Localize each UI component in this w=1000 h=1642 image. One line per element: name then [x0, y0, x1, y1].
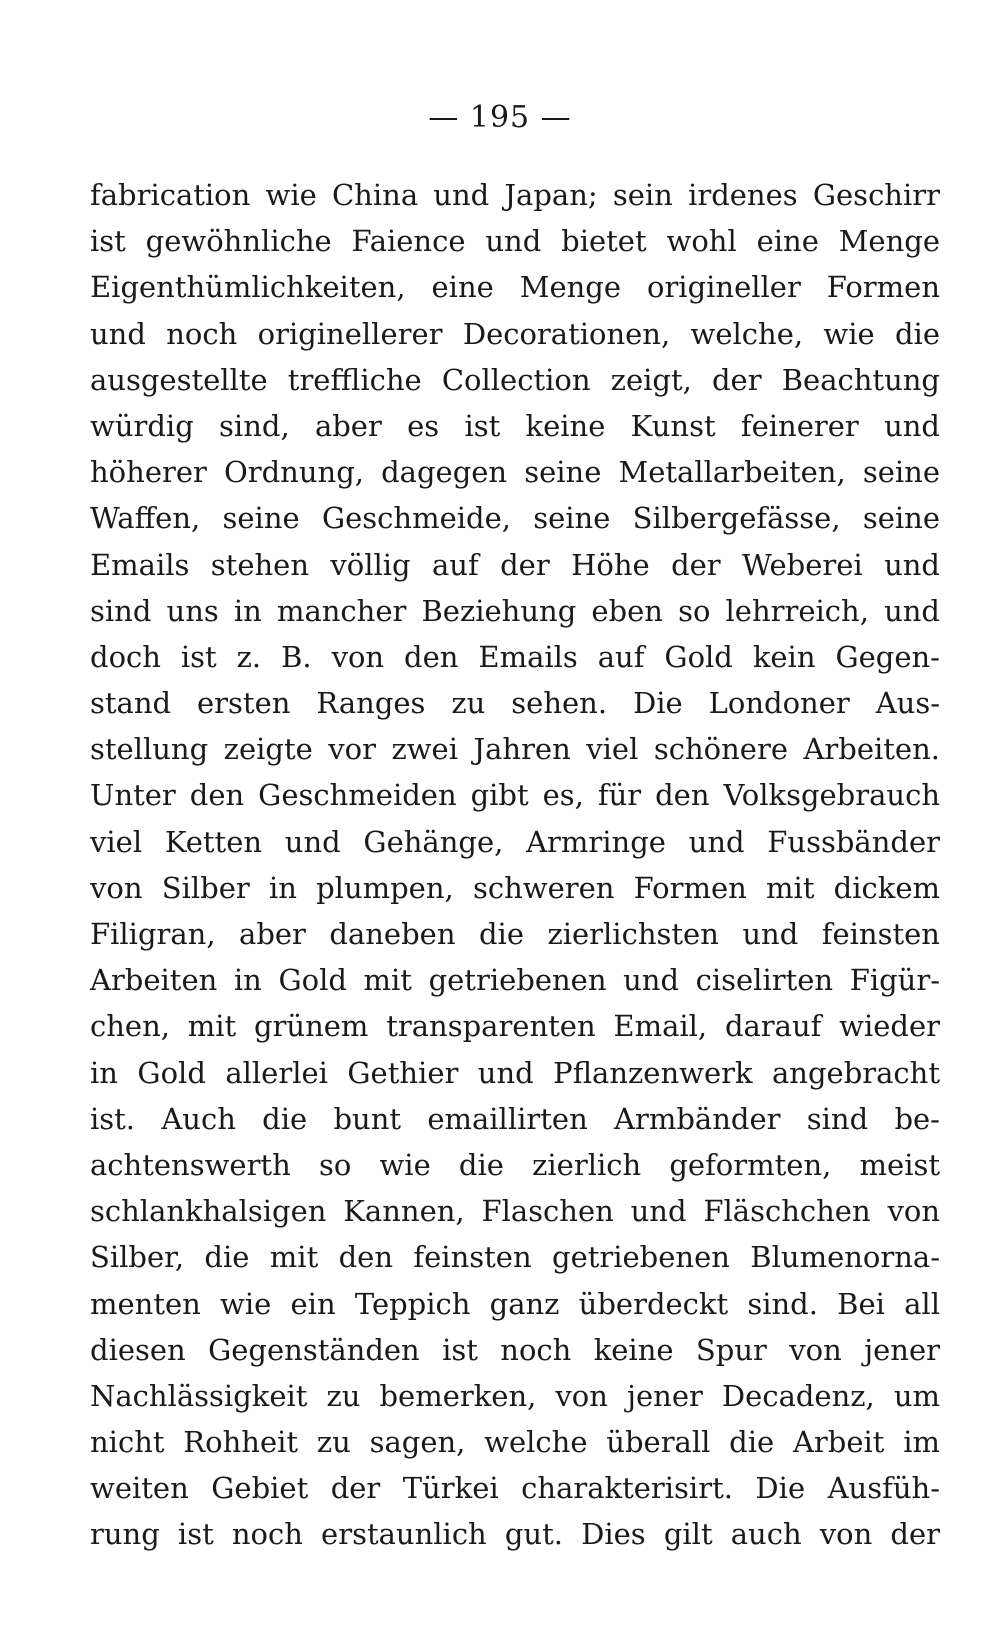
page-number: — 195 — [428, 100, 572, 135]
text-line: doch ist z. B. von den Emails auf Gold kein Gegen- [90, 639, 940, 674]
text-line: diesen Gegenständen ist noch keine Spur von jener [90, 1332, 940, 1367]
text-line: fabrication wie China und Japan; sein irdenes Geschirr [90, 178, 940, 212]
text-line: rung ist noch erstaunlich gut. Dies gilt auch von der [90, 1517, 940, 1552]
text-line: Waffen, seine Geschmeide, seine Silbergefässe, seine [90, 501, 940, 536]
text-line: höherer Ordnung, dagegen seine Metallarbeiten, seine [90, 455, 940, 490]
text-line: von Silber in plumpen, schweren Formen mit dickem [90, 870, 940, 905]
text-line: Unter den Geschmeiden gibt es, für den Volksgebrauch [90, 778, 940, 813]
text-line: Arbeiten in Gold mit getriebenen und ciselirten Figür- [90, 963, 940, 998]
text-line: schlankhalsigen Kannen, Flaschen und Fläschchen von [90, 1194, 940, 1229]
text-line: stand ersten Ranges zu sehen. Die Londoner Aus- [90, 686, 940, 721]
text-line: chen, mit grünem transparenten Email, darauf wieder [90, 1009, 940, 1044]
text-line: weiten Gebiet der Türkei charakterisirt. Die Ausfüh- [90, 1471, 940, 1506]
text-line: stellung zeigte vor zwei Jahren viel schönere Arbeiten. [90, 732, 940, 767]
text-line: würdig sind, aber es ist keine Kunst feinerer und [90, 408, 940, 443]
text-line: ist. Auch die bunt emaillirten Armbänder sind be- [90, 1101, 940, 1136]
text-line: ist gewöhnliche Faience und bietet wohl eine Menge [90, 224, 940, 259]
text-line: ausgestellte treffliche Collection zeigt, der Beachtung [90, 362, 940, 397]
text-line: sind uns in mancher Beziehung eben so lehrreich, und [90, 593, 940, 628]
text-line: menten wie ein Teppich ganz überdeckt sind. Bei all [90, 1286, 940, 1321]
text-line: Filigran, aber daneben die zierlichsten und feinsten [90, 917, 940, 951]
text-line: Eigenthümlichkeiten, eine Menge origineller Formen [90, 270, 940, 305]
body-text [90, 172, 940, 1558]
text-line: achtenswerth so wie die zierlich geformten, meist [90, 1147, 940, 1182]
text-line: in Gold allerlei Gethier und Pflanzenwerk angebracht [90, 1055, 940, 1090]
text-line: und noch originellerer Decorationen, welche, wie die [90, 316, 940, 351]
text-line: viel Ketten und Gehänge, Armringe und Fussbänder [90, 824, 940, 859]
text-line: nicht Rohheit zu sagen, welche überall die Arbeit im [90, 1425, 940, 1460]
text-line: Nachlässigkeit zu bemerken, von jener Decadenz, um [90, 1378, 940, 1413]
text-line: Emails stehen völlig auf der Höhe der Weberei und [90, 547, 940, 582]
text-line: Silber, die mit den feinsten getriebenen Blumenorna- [90, 1240, 940, 1275]
